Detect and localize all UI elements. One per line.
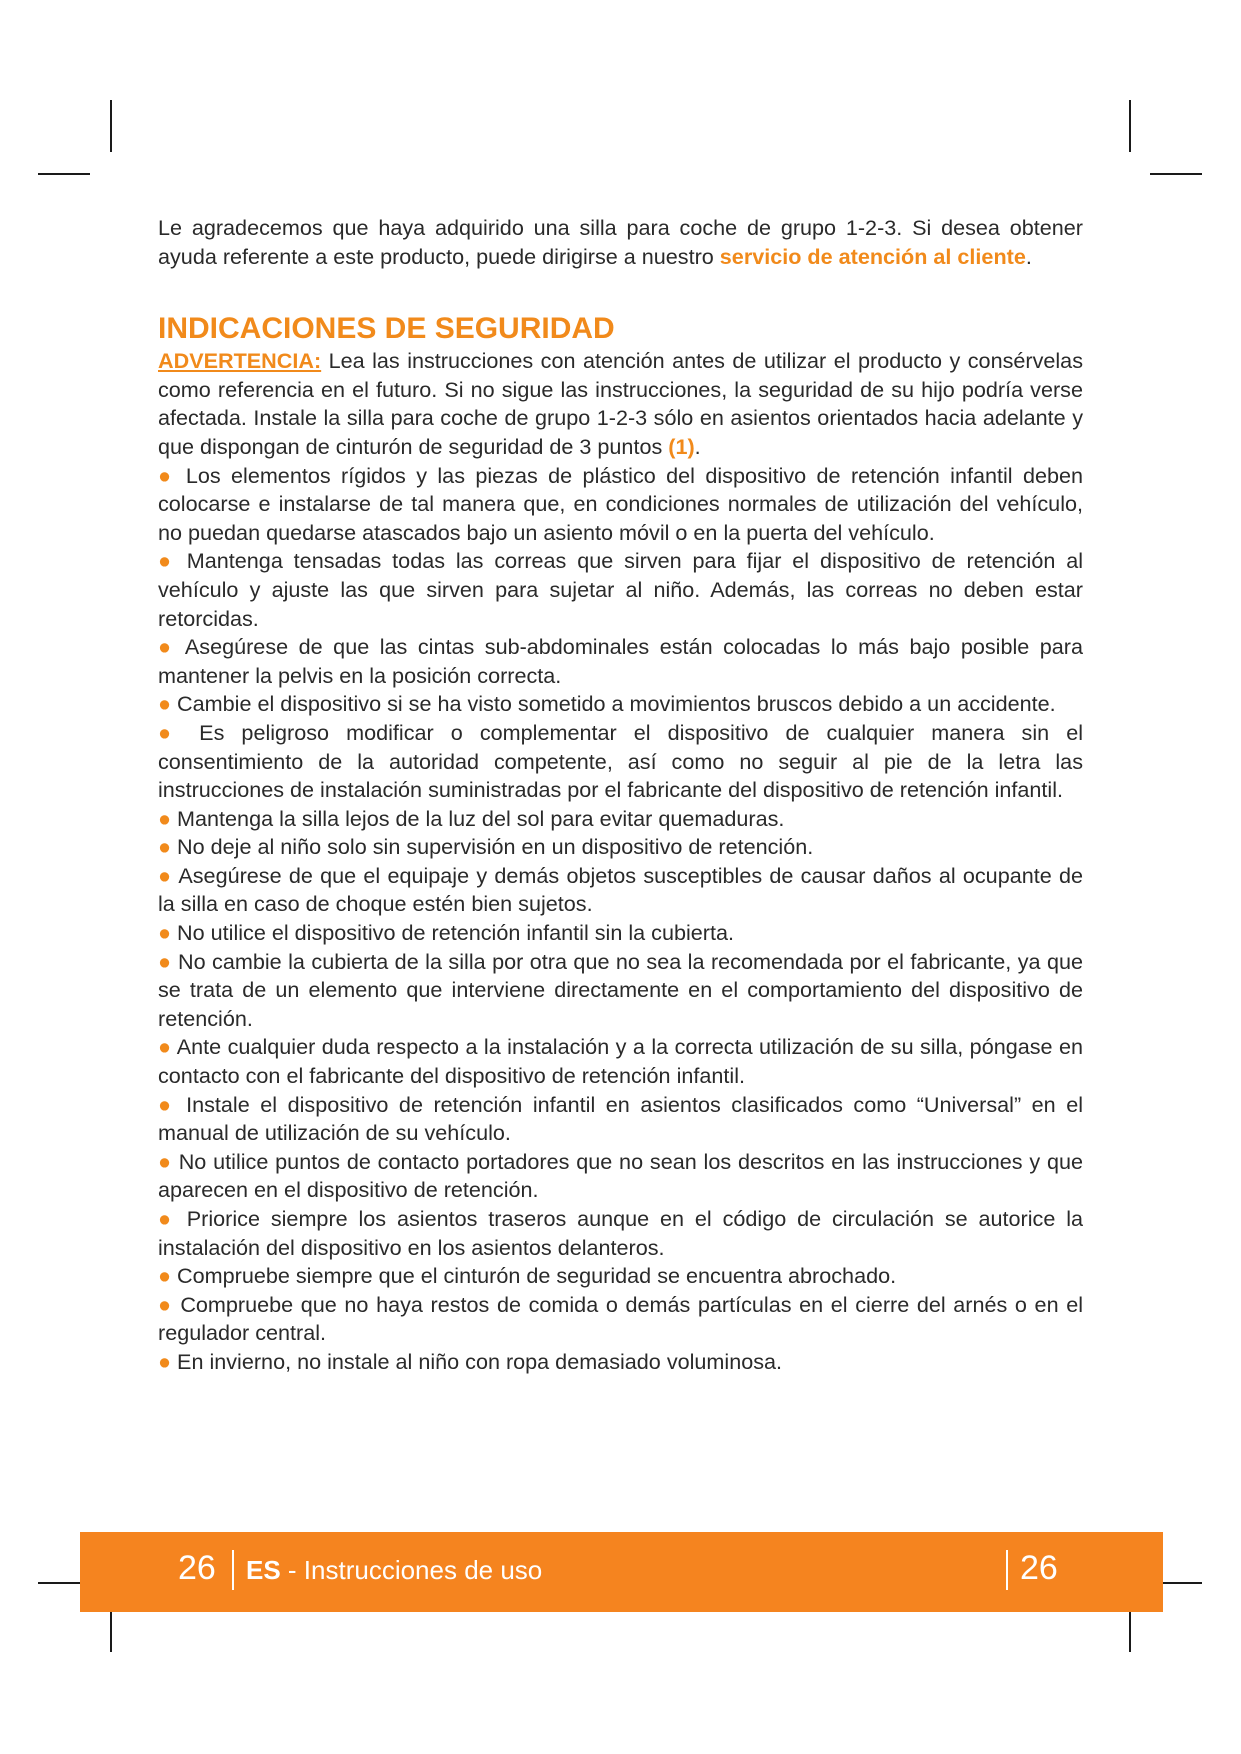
bullet-text: En invierno, no instale al niño con ropa demasiado voluminosa. bbox=[177, 1348, 783, 1374]
bullet-text: No utilice puntos de contacto portadores que no sean los descritos en las instrucciones y que aparecen en el dispositivo de retención. bbox=[158, 1148, 1083, 1203]
bullet-text: Asegúrese de que el equipaje y demás objetos susceptibles de causar daños al ocupante de la silla en caso de choque estén bien sujetos. bbox=[158, 862, 1083, 917]
bullet-text: Los elementos rígidos y las piezas de plástico del dispositivo de retención infantil deben colocarse e instalarse de tal manera que, en condiciones normales de utilización del vehículo, no puedan quedarse atascados bajo un asiento móvil o en la puerta del vehículo. bbox=[158, 462, 1083, 545]
safety-bullet-item bbox=[158, 547, 1083, 633]
bullet-text: Asegúrese de que las cintas sub-abdominales están colocadas lo más bajo posible para mantener la pelvis en la posición correcta. bbox=[158, 634, 1083, 688]
safety-bullet-item bbox=[158, 1205, 1083, 1262]
safety-bullet-item bbox=[158, 1148, 1083, 1205]
bullet-icon: ● bbox=[158, 948, 172, 974]
intro-paragraph bbox=[158, 214, 1083, 271]
bullet-icon: ● bbox=[158, 920, 172, 946]
safety-bullet-item bbox=[158, 862, 1083, 919]
safety-bullet-item bbox=[158, 1348, 1083, 1377]
footer-separator-right bbox=[1006, 1550, 1008, 1590]
bullet-icon: ● bbox=[158, 1348, 172, 1374]
bullet-icon: ● bbox=[158, 1206, 176, 1231]
footer-title-text: - Instrucciones de uso bbox=[280, 1555, 543, 1585]
page-content bbox=[158, 214, 1083, 1377]
safety-bullet-item bbox=[158, 1033, 1083, 1090]
footer-bar bbox=[80, 1532, 1163, 1612]
warning-paragraph bbox=[158, 347, 1083, 461]
figure-reference: (1) bbox=[668, 433, 695, 459]
bullet-icon: ● bbox=[158, 1263, 172, 1289]
customer-service-link[interactable]: servicio de atención al cliente bbox=[719, 243, 1026, 269]
safety-bullet-item bbox=[158, 948, 1083, 1034]
safety-bullet-item bbox=[158, 633, 1083, 690]
bullet-text: Es peligroso modificar o complementar el dispositivo de cualquier manera sin el consentimiento de la autoridad competente, así como no seguir al pie de la letra las instrucciones de instalación suministradas por el fabricante del dispositivo de retención infantil. bbox=[158, 719, 1083, 803]
crop-mark-top-left-vertical bbox=[110, 100, 112, 152]
bullet-text: Cambie el dispositivo si se ha visto sometido a movimientos bruscos debido a un accidente. bbox=[177, 691, 1056, 717]
safety-bullet-item bbox=[158, 805, 1083, 834]
safety-bullet-list bbox=[158, 462, 1083, 1377]
warning-end: . bbox=[694, 433, 701, 459]
bullet-icon: ● bbox=[158, 862, 173, 888]
safety-bullet-item bbox=[158, 462, 1083, 548]
bullet-icon: ● bbox=[158, 1091, 176, 1117]
safety-bullet-item bbox=[158, 1091, 1083, 1148]
page-number-right: 26 bbox=[1020, 1549, 1058, 1587]
bullet-text: No cambie la cubierta de la silla por otra que no sea la recomendada por el fabricante, ya que se trata de un elemento que interviene directamente en el comportamiento del dispositivo de retención. bbox=[158, 948, 1084, 1031]
bullet-icon: ● bbox=[158, 462, 176, 488]
bullet-text: Compruebe que no haya restos de comida o demás partículas en el cierre del arnés o en el regulador central. bbox=[158, 1291, 1084, 1346]
safety-bullet-item bbox=[158, 719, 1083, 805]
safety-bullet-item bbox=[158, 690, 1083, 719]
section-heading: INDICACIONES DE SEGURIDAD bbox=[158, 312, 615, 346]
bullet-text: Instale el dispositivo de retención infantil en asientos clasificados como “Universal” en el manual de utilización de su vehículo. bbox=[158, 1091, 1084, 1146]
bullet-icon: ● bbox=[158, 1148, 172, 1174]
footer-separator-left bbox=[232, 1550, 234, 1590]
footer-language: ES bbox=[246, 1555, 281, 1585]
bullet-text: No utilice el dispositivo de retención infantil sin la cubierta. bbox=[177, 920, 734, 946]
safety-bullet-item bbox=[158, 919, 1083, 948]
bullet-text: Priorice siempre los asientos traseros aunque en el código de circulación se autorice la instalación del dispositivo en los asientos delanteros. bbox=[158, 1206, 1083, 1260]
crop-mark-top-right-horizontal bbox=[1150, 173, 1202, 175]
crop-mark-top-right-vertical bbox=[1129, 100, 1131, 152]
safety-bullet-item bbox=[158, 1262, 1083, 1291]
footer-title bbox=[246, 1553, 542, 1587]
bullet-icon: ● bbox=[158, 719, 183, 745]
bullet-text: Mantenga la silla lejos de la luz del sol para evitar quemaduras. bbox=[177, 805, 785, 831]
bullet-text: Ante cualquier duda respecto a la instalación y a la correcta utilización de su silla, póngase en contacto con el fabricante del dispositivo de retención infantil. bbox=[158, 1034, 1084, 1089]
safety-bullet-item bbox=[158, 1291, 1083, 1348]
bullet-icon: ● bbox=[158, 834, 172, 860]
bullet-text: Compruebe siempre que el cinturón de seguridad se encuentra abrochado. bbox=[177, 1263, 897, 1289]
bullet-icon: ● bbox=[158, 1291, 173, 1317]
warning-label: ADVERTENCIA: bbox=[158, 348, 322, 374]
intro-text: Le agradecemos que haya adquirido una silla para coche de grupo 1-2-3. Si desea obtener ayuda referente a este producto, puede dirigirse a nuestro bbox=[158, 215, 1083, 269]
bullet-icon: ● bbox=[158, 691, 172, 717]
bullet-text: No deje al niño solo sin supervisión en un dispositivo de retención. bbox=[177, 834, 814, 860]
bullet-text: Mantenga tensadas todas las correas que sirven para fijar el dispositivo de retención al vehículo y ajuste las que sirven para sujetar al niño. Además, las correas no deben estar retorcidas. bbox=[158, 548, 1084, 631]
crop-mark-top-left-horizontal bbox=[38, 173, 90, 175]
warning-text: Lea las instrucciones con atención antes de utilizar el producto y consérvelas como referencia en el futuro. Si no sigue las instrucciones, la seguridad de su hijo podría verse afectada. Instale la silla para coche de grupo 1-2-3 sólo en asientos orientados hacia adelante y que dispongan de cinturón de seguridad de 3 puntos bbox=[158, 348, 1083, 459]
bullet-icon: ● bbox=[158, 805, 172, 831]
bullet-icon: ● bbox=[158, 548, 176, 574]
page-number-left: 26 bbox=[178, 1549, 216, 1587]
bullet-icon: ● bbox=[158, 1034, 172, 1060]
intro-end: . bbox=[1025, 243, 1032, 269]
bullet-icon: ● bbox=[158, 634, 176, 660]
safety-bullet-item bbox=[158, 833, 1083, 862]
